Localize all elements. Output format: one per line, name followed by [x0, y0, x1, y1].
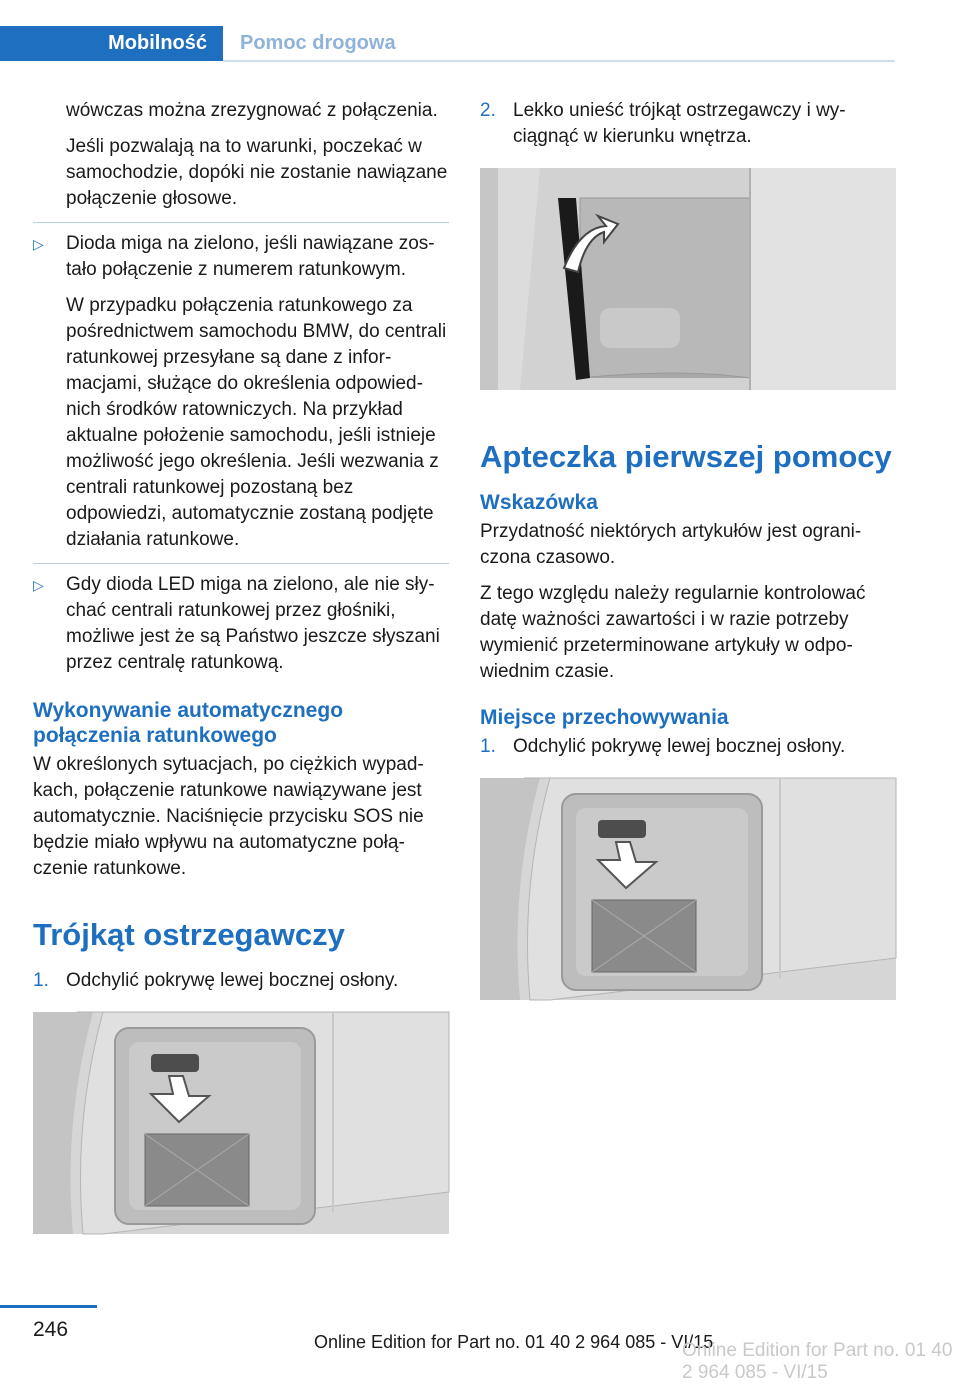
subheading-auto-call: Wykonywanie automatycznego połączenia ratunkowego [33, 699, 344, 747]
page-number: 246 [33, 1318, 69, 1341]
bullet-item [33, 231, 449, 553]
tab-pomoc-drogowa[interactable]: Pomoc drogowa [240, 32, 396, 54]
step-text: Lekko unieść trójkąt ostrzegawczy i wyciągnąć w kierunku wnętrza. [513, 100, 846, 147]
step-item [480, 98, 896, 150]
divider [33, 222, 449, 223]
footer-edition: Online Edition for Part no. 01 40 2 964 085 - VI/15 [314, 1332, 714, 1352]
step-text: Odchylić pokrywę lewej bocznej osłony. [513, 736, 846, 757]
watermark: Online Edition for Part no. 01 40 2 964 085 - VI/15 [682, 1340, 953, 1383]
tab-mobilnosc[interactable]: Mobilność [0, 26, 223, 61]
step-item [480, 734, 896, 760]
divider [33, 563, 449, 564]
header-divider [223, 60, 895, 62]
subheading-note: Wskazówka [480, 491, 598, 514]
paragraph: wówczas można zrezygnować z połączenia. [66, 100, 438, 121]
step-text: Odchylić pokrywę lewej bocznej osłony. [66, 970, 399, 991]
step-number: 1. [480, 736, 496, 757]
bullet-text: W przypadku połączenia ratunkowego za pośrednictwem samochodu BMW, do centrali ratunkowej przesyłane są dane z informacjami, służące do określenia odpowiednich środków ratowniczych. Na przykład aktualne położenie samochodu, jeśli istnieje możliwość jego określenia. Jeśli wezwania z centrali ratunkowej pozostaną bez odpowiedzi, automatycznie zostaną podjęte działania ratunkowe. [66, 295, 447, 550]
page-header [0, 0, 895, 62]
triangle-bullet-icon: ▷ [33, 236, 44, 252]
triangle-bullet-icon: ▷ [33, 577, 44, 593]
warning-triangle-illustration [480, 168, 896, 390]
section-heading-triangle: Trójkąt ostrzegawczy [33, 917, 345, 952]
paragraph: Z tego względu należy regularnie kontrolować datę ważności zawartości i w razie potrzeby wymienić przeterminowane artykuły w odpowiednim czasie. [480, 583, 866, 682]
step-item [33, 968, 449, 994]
section-heading-first-aid: Apteczka pierwszej pomocy [480, 439, 892, 474]
left-column [33, 98, 449, 1234]
right-column [480, 98, 896, 1000]
bullet-item [33, 572, 449, 676]
trunk-cover-illustration [33, 1012, 449, 1234]
paragraph: W określonych sytuacjach, po ciężkich wypadkach, połączenie ratunkowe nawiązywane jest automatycznie. Naciśnięcie przycisku SOS nie będzie miało wpływu na automatyczne połączenie ratunkowe. [33, 754, 424, 879]
bullet-text: Gdy dioda LED miga na zielono, ale nie słychać centrali ratunkowej przez głośniki, możliwe jest że są Państwo jeszcze słyszani przez centralę ratunkową. [66, 574, 440, 673]
step-number: 2. [480, 100, 496, 121]
paragraph: Jeśli pozwalają na to warunki, poczekać w samochodzie, dopóki nie zostanie nawiązane połączenie głosowe. [66, 136, 448, 209]
paragraph: Przydatność niektórych artykułów jest ograniczona czasowo. [480, 521, 862, 568]
step-number: 1. [33, 970, 49, 991]
bullet-text: Dioda miga na zielono, jeśli nawiązane zostało połączenie z numerem ratunkowym. [66, 233, 435, 280]
subheading-storage: Miejsce przechowywania [480, 706, 729, 729]
storage-cover-illustration [480, 778, 896, 1000]
footer-rule [0, 1305, 97, 1308]
